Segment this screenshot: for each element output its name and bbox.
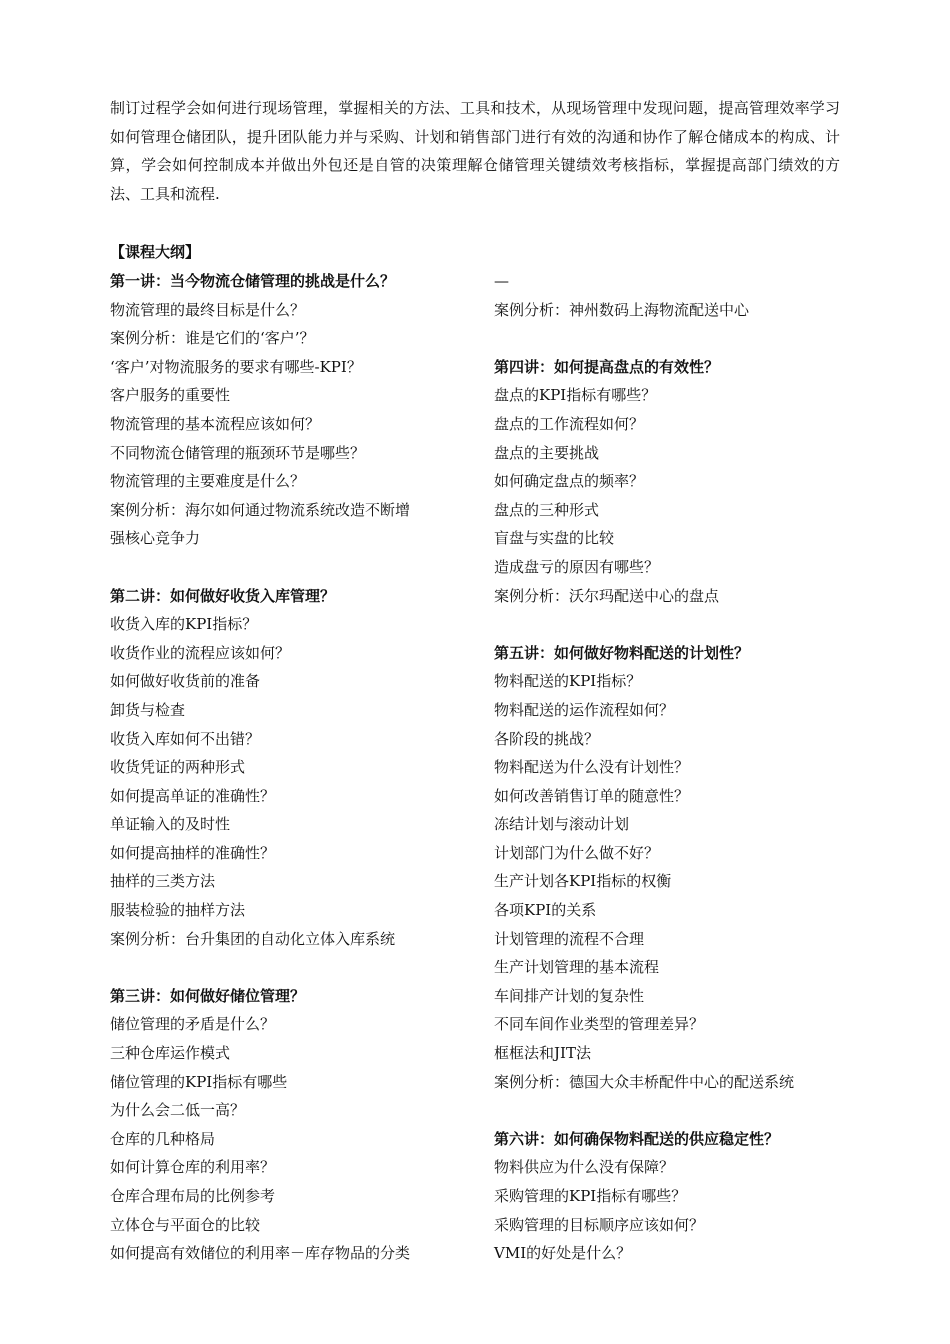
section-spacer xyxy=(110,553,465,582)
outline-item: 计划管理的流程不合理 xyxy=(494,929,645,948)
outline-item: 立体仓与平面仓的比较 xyxy=(110,1215,261,1234)
section-heading: 第六讲：如何确保物料配送的供应稳定性？ xyxy=(494,1129,780,1148)
outline-item: 收货作业的流程应该如何？ xyxy=(110,643,291,662)
outline-right-column xyxy=(494,267,849,1268)
outline-item: 盘点的工作流程如何？ xyxy=(494,414,645,433)
outline-item: 如何提高单证的准确性？ xyxy=(110,786,276,805)
outline-item: 计划部门为什么做不好？ xyxy=(494,843,660,862)
outline-item: 仓库的几种格局 xyxy=(110,1129,216,1148)
outline-item: 案例分析：神州数码上海物流配送中心 xyxy=(494,300,750,319)
outline-item: VMI的好处是什么？ xyxy=(494,1244,632,1263)
outline-item: 仓库合理布局的比例参考 xyxy=(110,1187,276,1205)
outline-item: 物料配送的KPI指标？ xyxy=(494,672,642,691)
outline-left-column xyxy=(110,267,465,1268)
outline-item: 案例分析：沃尔玛配送中心的盘点 xyxy=(494,586,720,605)
outline-item: 案例分析：德国大众丰桥配件中心的配送系统 xyxy=(494,1072,795,1091)
outline-item: 储位管理的矛盾是什么？ xyxy=(110,1015,276,1034)
outline-item: 物料配送为什么没有计划性？ xyxy=(494,758,690,777)
section-heading: 第三讲：如何做好储位管理？ xyxy=(110,986,306,1005)
section-spacer xyxy=(110,953,465,982)
outline-item: 盘点的KPI指标有哪些？ xyxy=(494,386,657,405)
outline-item: 收货入库如何不出错？ xyxy=(110,729,261,748)
outline-item: 造成盘亏的原因有哪些？ xyxy=(494,557,660,576)
outline-item: 案例分析：台升集团的自动化立体入库系统 xyxy=(110,929,396,948)
outline-item: 储位管理的KPI指标有哪些 xyxy=(110,1072,288,1091)
outline-item: 强核心竞争力 xyxy=(110,529,201,548)
outline-item: 盘点的主要挑战 xyxy=(494,443,600,462)
outline-item: 客户服务的重要性 xyxy=(110,386,231,405)
outline-item: 物料配送的运作流程如何？ xyxy=(494,700,675,719)
outline-item: ‘客户’对物流服务的要求有哪些-KPI？ xyxy=(110,357,362,376)
outline-item: 收货凭证的两种形式 xyxy=(110,758,246,777)
outline-item: 采购管理的目标顺序应该如何？ xyxy=(494,1215,705,1234)
outline-item: — xyxy=(494,272,509,290)
outline-item: 不同物流仓储管理的瓶颈环节是哪些？ xyxy=(110,443,366,462)
outline-item: 物流管理的基本流程应该如何？ xyxy=(110,414,321,433)
outline-item: 如何改善销售订单的随意性？ xyxy=(494,786,690,805)
outline-item: 物流管理的最终目标是什么？ xyxy=(110,300,306,319)
section-spacer xyxy=(494,610,849,639)
outline-title: 【课程大纲】 xyxy=(110,243,201,261)
outline-item: 案例分析：海尔如何通过物流系统改造不断增 xyxy=(110,500,411,519)
outline-item: 各阶段的挑战？ xyxy=(494,729,600,748)
outline-item: 如何计算仓库的利用率？ xyxy=(110,1158,276,1177)
outline-item: 框框法和JIT法 xyxy=(494,1044,591,1063)
outline-item: 盲盘与实盘的比较 xyxy=(494,529,615,548)
outline-item: 盘点的三种形式 xyxy=(494,500,600,519)
outline-item: 物流管理的主要难度是什么？ xyxy=(110,472,306,491)
section-heading: 第二讲：如何做好收货入库管理？ xyxy=(110,586,336,605)
outline-item: 物料供应为什么没有保障？ xyxy=(494,1158,675,1177)
outline-item: 不同车间作业类型的管理差异？ xyxy=(494,1015,705,1034)
section-heading: 第五讲：如何做好物料配送的计划性？ xyxy=(494,643,750,662)
outline-item: 各项KPI的关系 xyxy=(494,901,597,920)
outline-item: 单证输入的及时性 xyxy=(110,815,231,834)
outline-item: 收货入库的KPI指标？ xyxy=(110,615,258,634)
outline-item: 三种仓库运作模式 xyxy=(110,1044,231,1063)
outline-item: 车间排产计划的复杂性 xyxy=(494,986,645,1005)
outline-item: 生产计划管理的基本流程 xyxy=(494,958,660,977)
outline-item: 冻结计划与滚动计划 xyxy=(494,815,630,834)
section-spacer xyxy=(494,1096,849,1125)
intro-paragraph: 制订过程学会如何进行现场管理，掌握相关的方法、工具和技术，从现场管理中发现问题，提高管理效率学习如何管理仓储团队，提升团队能力并与采购、计划和销售部门进行有效的沟通和协作了解仓储成本的构成、计算，学会如何控制成本并做出外包还是自管的决策理解仓储管理关键绩效考核指标，掌握提高部门绩效的方法、工具和流程. xyxy=(110,99,840,203)
outline-item: 如何提高抽样的准确性？ xyxy=(110,843,276,862)
section-heading: 第四讲：如何提高盘点的有效性？ xyxy=(494,357,720,376)
outline-item: 如何做好收货前的准备 xyxy=(110,672,261,691)
outline-item: 服装检验的抽样方法 xyxy=(110,901,246,920)
outline-item: 如何提高有效储位的利用率－库存物品的分类 xyxy=(110,1244,411,1263)
outline-item: 案例分析：谁是它们的‘客户’？ xyxy=(110,329,315,348)
outline-item: 如何确定盘点的频率？ xyxy=(494,472,645,491)
outline-item: 为什么会二低一高？ xyxy=(110,1101,246,1120)
section-spacer xyxy=(494,324,849,353)
outline-item: 卸货与检查 xyxy=(110,700,186,719)
outline-item: 采购管理的KPI指标有哪些？ xyxy=(494,1187,687,1205)
outline-item: 生产计划各KPI指标的权衡 xyxy=(494,872,672,891)
outline-item: 抽样的三类方法 xyxy=(110,872,216,891)
section-heading: 第一讲：当今物流仓储管理的挑战是什么？ xyxy=(110,272,396,290)
